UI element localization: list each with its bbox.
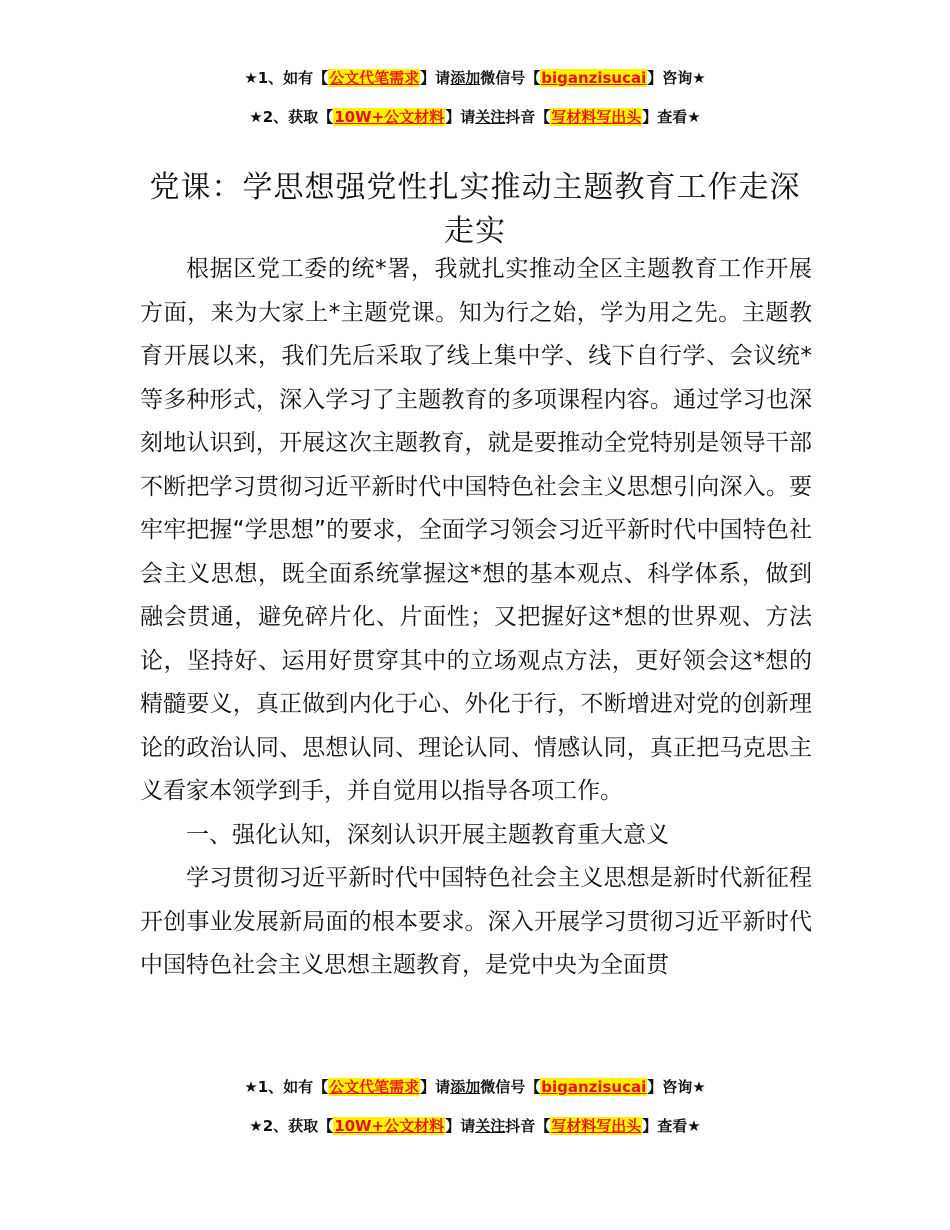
banner-text: ★2、获取【: [249, 108, 334, 126]
top-banner-line-1: [0, 68, 950, 88]
banner-underlined-text: 关注: [475, 108, 506, 126]
paragraph-intro: 根据区党工委的统*署，我就扎实推动全区主题教育工作开展方面，来为大家上*主题党课。知为行之始，学为用之先。主题教育开展以来，我们先后采取了线上集中学、线下自行学、会议统*等多种形式，深入学习了主题教育的多项课程内容。通过学习也深刻地认识到，开展这次主题教育，就是要推动全党特别是领导干部不断把学习贯彻习近平新时代中国特色社会主义思想引向深入。要牢牢把握“学思想”的要求，全面学习领会习近平新时代中国特色社会主义思想，既全面系统掌握这*想的基本观点、科学体系，做到融会贯通，避免碎片化、片面性；又把握好这*想的世界观、方法论，坚持好、运用好贯穿其中的立场观点方法，更好领会这*想的精髓要义，真正做到内化于心、外化于行，不断增进对党的创新理论的政治认同、思想认同、理论认同、情感认同，真正把马克思主义看家本领学到手，并自觉用以指导各项工作。: [140, 256, 812, 804]
paragraph-section-1: 学习贯彻习近平新时代中国特色社会主义思想是新时代新征程开创事业发展新局面的根本要求。深入开展学习贯彻习近平新时代中国特色社会主义思想主题教育，是党中央为全面贯: [140, 865, 812, 978]
banner-text: ★1、如有【: [244, 69, 329, 87]
banner-text: 微信号【: [480, 1078, 541, 1096]
banner-underlined-text: 添加: [450, 69, 481, 87]
highlight-wechat-id: biganzisucai: [541, 69, 647, 87]
bottom-banner-line-2: [0, 1116, 950, 1136]
banner-text: 】请: [420, 1078, 451, 1096]
banner-text: 】查看★: [642, 1117, 701, 1135]
highlight-wechat-id: biganzisucai: [541, 1078, 647, 1096]
highlight-service: 公文代笔需求: [329, 1078, 420, 1096]
banner-text: 微信号【: [480, 69, 541, 87]
banner-text: 】咨询★: [647, 1078, 706, 1096]
banner-text: 】咨询★: [647, 69, 706, 87]
document-title: 党课：学思想强党性扎实推动主题教育工作走深走实: [149, 170, 801, 250]
banner-underlined-text: 关注: [475, 1117, 506, 1135]
highlight-materials: 10W+公文材料: [334, 108, 445, 126]
top-banner-line-2: [0, 107, 950, 127]
banner-text: 抖音【: [505, 108, 551, 126]
highlight-service: 公文代笔需求: [329, 69, 420, 87]
document-body: [140, 248, 812, 988]
banner-text: 】请: [445, 1117, 476, 1135]
banner-text: 】查看★: [642, 108, 701, 126]
banner-text: 抖音【: [505, 1117, 551, 1135]
banner-text: 】请: [420, 69, 451, 87]
highlight-materials: 10W+公文材料: [334, 1117, 445, 1135]
highlight-douyin-account: 写材料写出头: [551, 108, 642, 126]
banner-text: ★1、如有【: [244, 1078, 329, 1096]
highlight-douyin-account: 写材料写出头: [551, 1117, 642, 1135]
banner-text: 】请: [445, 108, 476, 126]
section-heading: 一、强化认知，深刻认识开展主题教育重大意义: [186, 821, 669, 848]
banner-text: ★2、获取【: [249, 1117, 334, 1135]
banner-underlined-text: 添加: [450, 1078, 481, 1096]
bottom-banner-line-1: [0, 1077, 950, 1097]
